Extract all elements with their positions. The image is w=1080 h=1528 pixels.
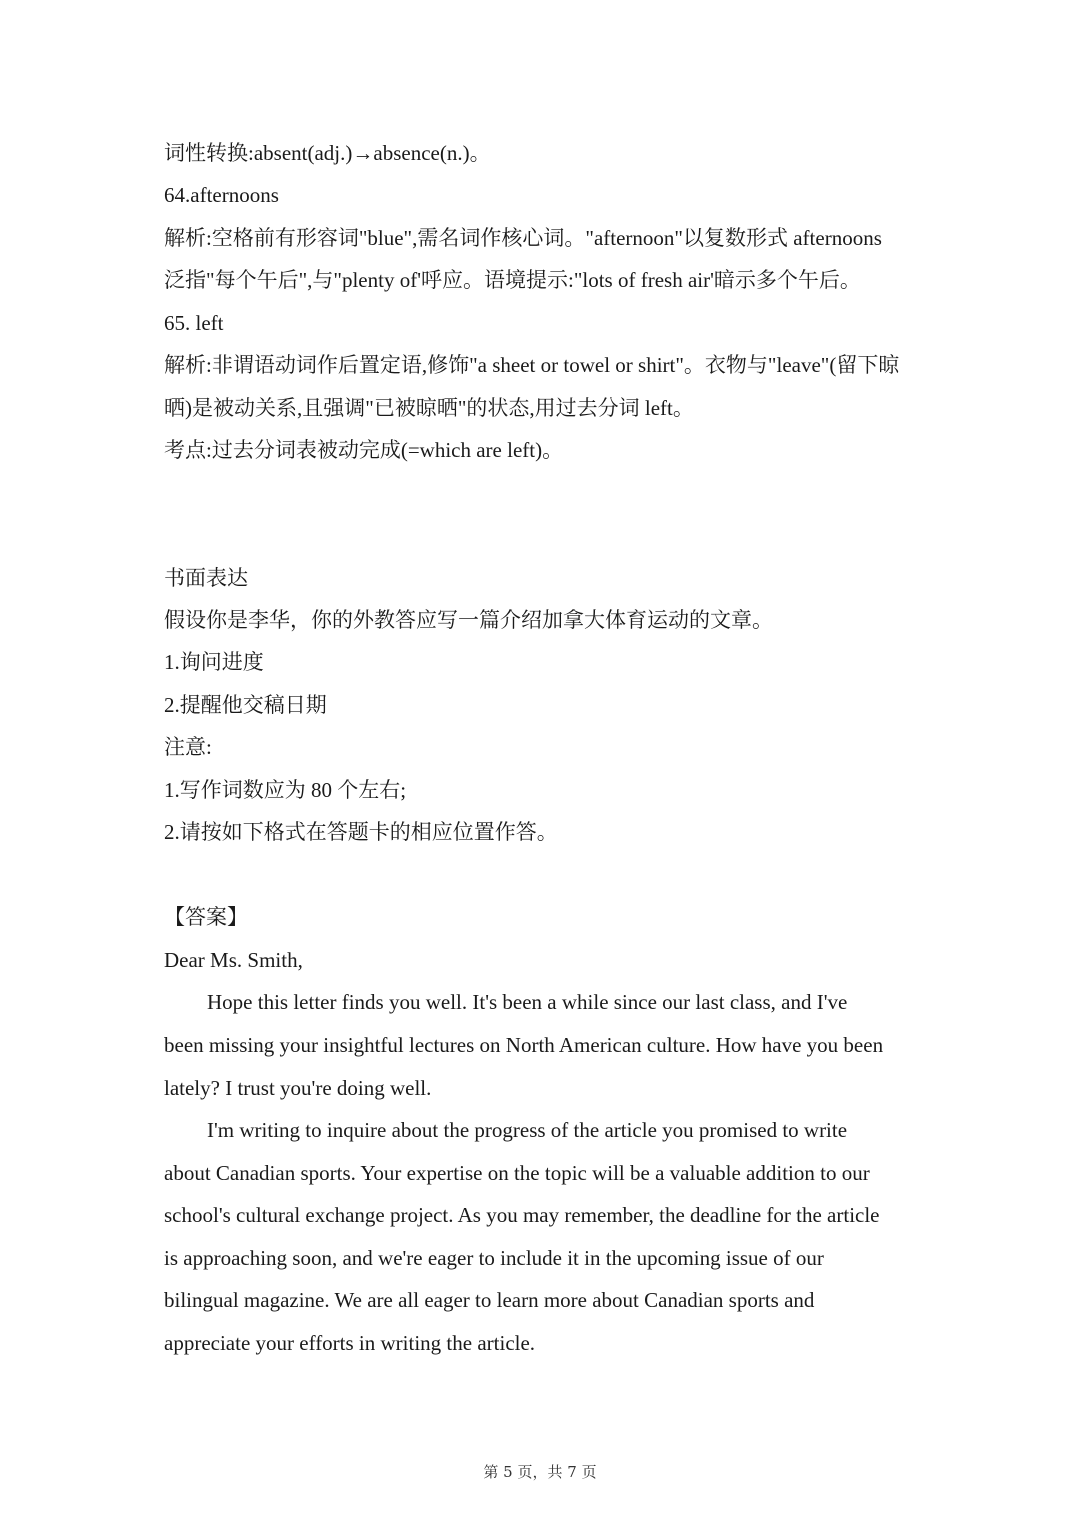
note-2: 2.请按如下格式在答题卡的相应位置作答。 bbox=[164, 820, 558, 844]
page-number-footer: 第 5 页，共 7 页 bbox=[483, 1463, 597, 1481]
item-64-answer: 64.afternoons bbox=[164, 183, 279, 207]
letter-salutation: Dear Ms. Smith, bbox=[164, 948, 303, 972]
item-64-analysis-line-2: 泛指"每个午后",与"plenty of'呼应。语境提示:"lots of fresh air'暗示多个午后。 bbox=[164, 268, 861, 292]
notes-label: 注意: bbox=[164, 735, 212, 759]
note-1: 1.写作词数应为 80 个左右; bbox=[164, 778, 407, 802]
item-65-analysis-line-2: 晒)是被动关系,且强调"已被晾晒"的状态,用过去分词 left。 bbox=[164, 396, 694, 420]
writing-prompt: 假设你是李华，你的外教答应写一篇介绍加拿大体育运动的文章。 bbox=[164, 608, 773, 632]
letter-paragraph-2-line-4: is approaching soon, and we're eager to include it in the upcoming issue of our bbox=[164, 1246, 824, 1270]
writing-requirement-2: 2.提醒他交稿日期 bbox=[164, 693, 327, 717]
letter-paragraph-1-line-3: lately? I trust you're doing well. bbox=[164, 1076, 432, 1100]
item-65-key-point: 考点:过去分词表被动完成(=which are left)。 bbox=[164, 438, 564, 462]
item-65-analysis-line-1: 解析:非谓语动词作后置定语,修饰"a sheet or towel or shirt"。衣物与"leave"(留下晾 bbox=[164, 353, 900, 377]
letter-paragraph-2-line-5: bilingual magazine. We are all eager to learn more about Canadian sports and bbox=[164, 1288, 815, 1312]
letter-paragraph-1-line-1: Hope this letter finds you well. It's been a while since our last class, and I've bbox=[207, 990, 848, 1014]
word-class-conversion-line: 词性转换:absent(adj.)→absence(n.)。 bbox=[164, 141, 491, 165]
item-65-answer: 65. left bbox=[164, 311, 224, 335]
answer-label: 【答案】 bbox=[164, 905, 248, 929]
item-64-analysis-line-1: 解析:空格前有形容词"blue",需名词作核心词。"afternoon"以复数形式 afternoons bbox=[164, 226, 882, 250]
letter-paragraph-2-line-1: I'm writing to inquire about the progress of the article you promised to write bbox=[207, 1118, 848, 1142]
letter-paragraph-2-line-3: school's cultural exchange project. As you may remember, the deadline for the article bbox=[164, 1203, 880, 1227]
section-heading-writing: 书面表达 bbox=[164, 566, 248, 590]
writing-requirement-1: 1.询问进度 bbox=[164, 650, 264, 674]
letter-paragraph-2-line-2: about Canadian sports. Your expertise on the topic will be a valuable addition to our bbox=[164, 1161, 870, 1185]
letter-paragraph-1-line-2: been missing your insightful lectures on North American culture. How have you been bbox=[164, 1033, 884, 1057]
letter-paragraph-2-line-6: appreciate your efforts in writing the article. bbox=[164, 1331, 536, 1355]
